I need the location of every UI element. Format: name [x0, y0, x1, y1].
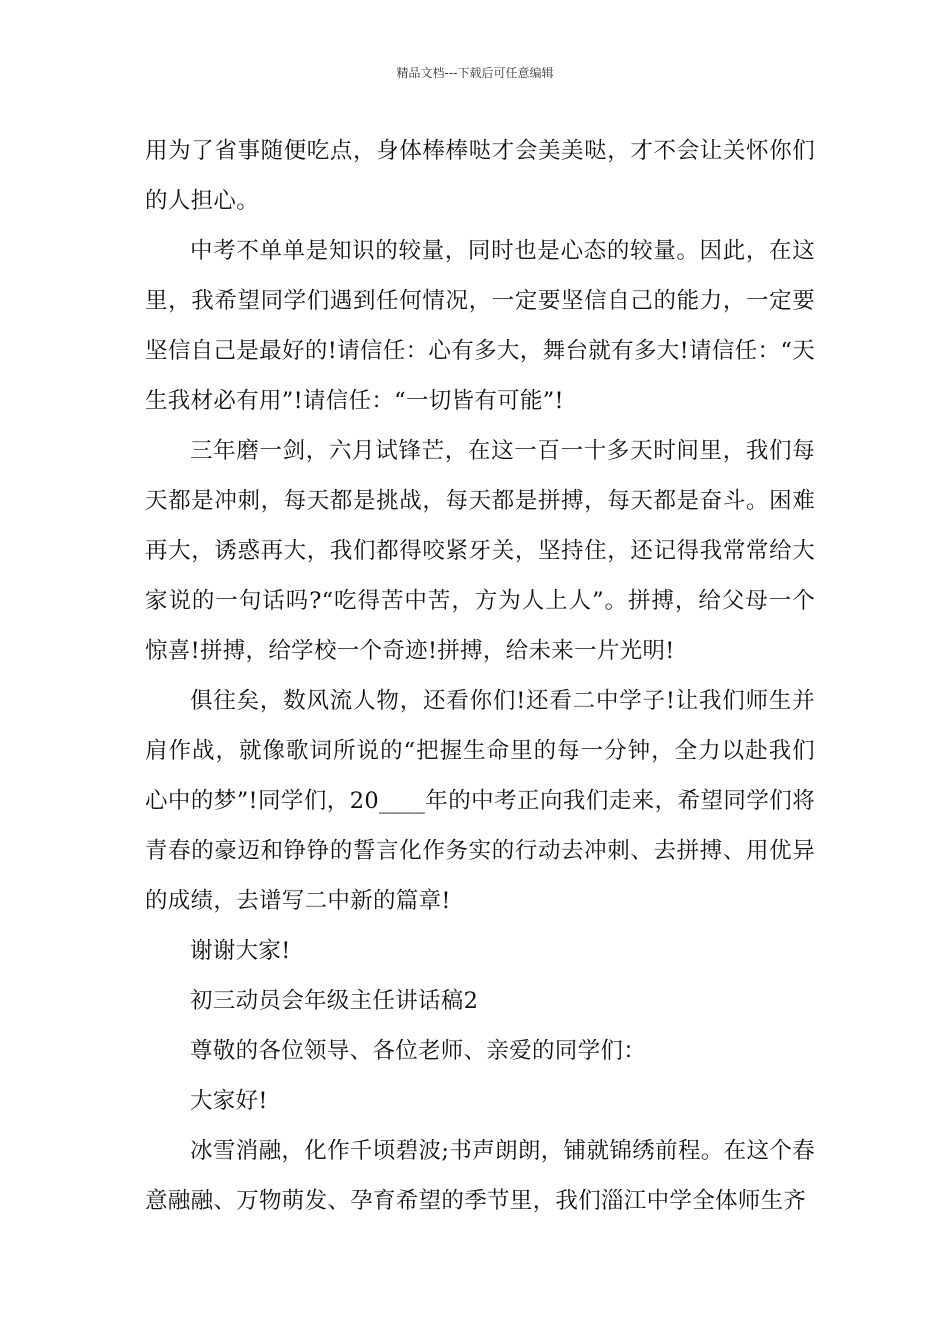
- section-title: 初三动员会年级主任讲话稿2: [190, 988, 479, 1014]
- paragraph-continuation: 用为了省事随便吃点，身体棒棒哒才会美美哒，才不会让关怀你们的人担心。: [145, 138, 815, 214]
- paragraph-opening: 冰雪消融，化作千顷碧波;书声朗朗，铺就锦绣前程。在这个春意融融、万物萌发、孕育希望的季节里，我们淄江中学全体师生齐: [145, 1138, 815, 1214]
- paragraph-thanks: 谢谢大家!: [190, 938, 291, 964]
- document-body: [145, 126, 815, 1226]
- paragraph-greeting: 大家好!: [190, 1088, 268, 1114]
- paragraph-salutation: 尊敬的各位领导、各位老师、亲爱的同学们：: [190, 1038, 647, 1064]
- paragraph-exam-mindset: 中考不单单是知识的较量，同时也是心态的较量。因此，在这里，我希望同学们遇到任何情况，一定要坚信自己的能力，一定要坚信自己是最好的!请信任：心有多大，舞台就有多大!请信任：“天生我材必有用”!请信任：“一切皆有可能”!: [145, 238, 815, 414]
- paragraph-call-to-action: 俱往矣，数风流人物，还看你们!还看二中学子!让我们师生并肩作战，就像歌词所说的“把握生命里的每一分钟，全力以赴我们心中的梦”!同学们，20____年的中考正向我们走来，希望同学们将青春的豪迈和铮铮的誓言化作务实的行动去冲刺、去拼搏、用优异的成绩，去谱写二中新的篇章!: [145, 688, 815, 914]
- page-header: 精品文档---下载后可任意编辑: [396, 66, 554, 80]
- paragraph-hard-work: 三年磨一剑，六月试锋芒，在这一百一十多天时间里，我们每天都是冲刺，每天都是挑战，每天都是拼搏，每天都是奋斗。困难再大，诱惑再大，我们都得咬紧牙关，坚持住，还记得我常常给大家说的一句话吗?“吃得苦中苦，方为人上人”。拼搏，给父母一个惊喜!拼搏，给学校一个奇迹!拼搏，给未来一片光明!: [145, 438, 815, 664]
